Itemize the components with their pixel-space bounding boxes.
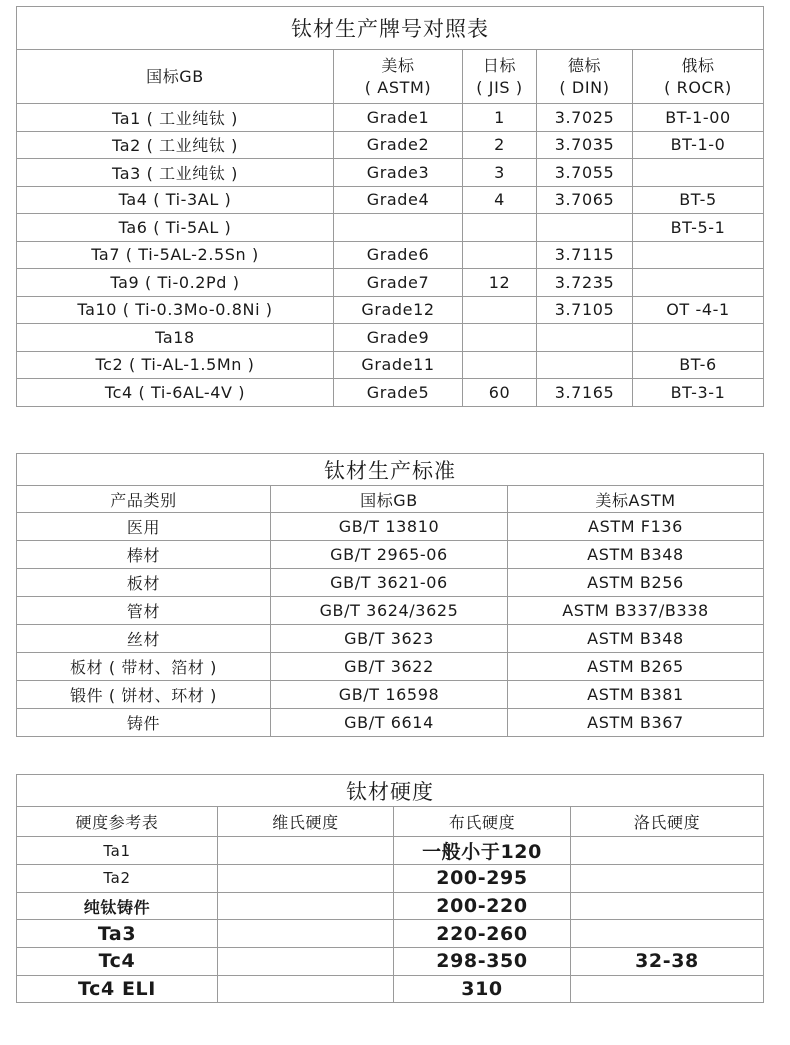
- grade-table-body: [17, 104, 764, 407]
- table-cell: Tc2 ( Ti-AL-1.5Mn ): [17, 351, 334, 379]
- table-cell: Grade5: [334, 379, 463, 407]
- header-brinell: 布氏硬度: [394, 807, 571, 837]
- table-cell: 板材: [17, 569, 271, 597]
- table-cell: 板材 ( 带材、箔材 ): [17, 653, 271, 681]
- table-cell: Ta3 ( 工业纯钛 ): [17, 159, 334, 187]
- table-cell: 3.7025: [537, 104, 633, 132]
- table-cell: ASTM F136: [508, 513, 764, 541]
- table-cell: Grade12: [334, 296, 463, 324]
- table-row: [17, 296, 764, 324]
- table-cell: [218, 892, 394, 920]
- table-cell: Grade2: [334, 131, 463, 159]
- table-cell: [218, 920, 394, 948]
- table-row: [17, 709, 764, 737]
- grade-table-title: 钛材生产牌号对照表: [17, 7, 764, 50]
- table-cell: 200-295: [394, 865, 571, 893]
- table-row: [17, 865, 764, 893]
- table-cell: BT-5-1: [633, 214, 764, 242]
- table-cell: 2: [463, 131, 537, 159]
- table-cell: [633, 159, 764, 187]
- table-cell: [571, 865, 764, 893]
- table-cell: 220-260: [394, 920, 571, 948]
- table-cell: Ta3: [17, 920, 218, 948]
- header-rocr: 俄标 ( ROCR): [633, 50, 764, 104]
- header-gb: 国标GB: [17, 50, 334, 104]
- table-row: [17, 653, 764, 681]
- table-cell: 纯钛铸件: [17, 892, 218, 920]
- table-cell: 60: [463, 379, 537, 407]
- table-row: [17, 541, 764, 569]
- table-cell: GB/T 3624/3625: [271, 597, 508, 625]
- table-cell: [463, 296, 537, 324]
- table-row: [17, 351, 764, 379]
- table-cell: Grade9: [334, 324, 463, 352]
- table-cell: 铸件: [17, 709, 271, 737]
- table-cell: 200-220: [394, 892, 571, 920]
- table-cell: 3.7055: [537, 159, 633, 187]
- table-row: [17, 625, 764, 653]
- table-cell: ASTM B265: [508, 653, 764, 681]
- table-cell: Ta9 ( Ti-0.2Pd ): [17, 269, 334, 297]
- table-row: [17, 920, 764, 948]
- table-cell: ASTM B381: [508, 681, 764, 709]
- table-cell: [537, 351, 633, 379]
- hardness-table: [16, 774, 764, 1003]
- table-cell: [571, 920, 764, 948]
- table-cell: Ta2 ( 工业纯钛 ): [17, 131, 334, 159]
- table-cell: 12: [463, 269, 537, 297]
- table-cell: [633, 324, 764, 352]
- table-cell: Ta4 ( Ti-3AL ): [17, 186, 334, 214]
- table-cell: 1: [463, 104, 537, 132]
- table-cell: Ta18: [17, 324, 334, 352]
- table-cell: [218, 865, 394, 893]
- table-cell: 3.7105: [537, 296, 633, 324]
- table-row: [17, 159, 764, 187]
- table-cell: BT-6: [633, 351, 764, 379]
- header-gb: 国标GB: [271, 486, 508, 513]
- table-cell: 医用: [17, 513, 271, 541]
- table-cell: 298-350: [394, 948, 571, 976]
- table-cell: 丝材: [17, 625, 271, 653]
- table-cell: Ta1 ( 工业纯钛 ): [17, 104, 334, 132]
- table-cell: GB/T 2965-06: [271, 541, 508, 569]
- table-cell: Grade7: [334, 269, 463, 297]
- table-cell: 一般小于120: [394, 837, 571, 865]
- table-row: [17, 975, 764, 1003]
- table-cell: BT-3-1: [633, 379, 764, 407]
- table-cell: 3.7115: [537, 241, 633, 269]
- table-cell: GB/T 13810: [271, 513, 508, 541]
- header-product-category: 产品类别: [17, 486, 271, 513]
- table-row: [17, 241, 764, 269]
- table-row: [17, 681, 764, 709]
- standard-table-title: 钛材生产标准: [17, 454, 764, 486]
- table-row: [17, 569, 764, 597]
- table-cell: 32-38: [571, 948, 764, 976]
- hardness-table-body: [17, 837, 764, 1003]
- table-cell: 3.7065: [537, 186, 633, 214]
- table-cell: GB/T 3622: [271, 653, 508, 681]
- table-cell: [463, 324, 537, 352]
- table-cell: Tc4: [17, 948, 218, 976]
- table-cell: BT-5: [633, 186, 764, 214]
- standard-table-header: [17, 486, 764, 513]
- table-cell: [633, 241, 764, 269]
- table-cell: [463, 214, 537, 242]
- table-cell: Ta6 ( Ti-5AL ): [17, 214, 334, 242]
- table-cell: 棒材: [17, 541, 271, 569]
- table-cell: Grade11: [334, 351, 463, 379]
- header-din: 德标 ( DIN): [537, 50, 633, 104]
- header-astm: 美标ASTM: [508, 486, 764, 513]
- table-cell: 3.7165: [537, 379, 633, 407]
- table-row: [17, 269, 764, 297]
- table-cell: [633, 269, 764, 297]
- table-row: [17, 948, 764, 976]
- table-cell: [463, 351, 537, 379]
- grade-comparison-table: [16, 6, 764, 407]
- table-cell: [334, 214, 463, 242]
- table-row: [17, 186, 764, 214]
- table-cell: 3.7035: [537, 131, 633, 159]
- table-cell: ASTM B337/B338: [508, 597, 764, 625]
- header-astm: 美标 ( ASTM): [334, 50, 463, 104]
- table-cell: 锻件 ( 饼材、环材 ): [17, 681, 271, 709]
- table-row: [17, 379, 764, 407]
- header-vickers: 维氏硬度: [218, 807, 394, 837]
- table-cell: [571, 975, 764, 1003]
- table-cell: [463, 241, 537, 269]
- table-cell: Ta1: [17, 837, 218, 865]
- table-row: [17, 513, 764, 541]
- table-cell: GB/T 3623: [271, 625, 508, 653]
- table-cell: Grade1: [334, 104, 463, 132]
- table-cell: BT-1-00: [633, 104, 764, 132]
- table-cell: ASTM B348: [508, 625, 764, 653]
- table-row: [17, 131, 764, 159]
- table-row: [17, 324, 764, 352]
- table-cell: ASTM B256: [508, 569, 764, 597]
- table-cell: Grade3: [334, 159, 463, 187]
- table-cell: Ta7 ( Ti-5AL-2.5Sn ): [17, 241, 334, 269]
- table-cell: 4: [463, 186, 537, 214]
- table-cell: GB/T 6614: [271, 709, 508, 737]
- table-cell: [218, 975, 394, 1003]
- table-cell: BT-1-0: [633, 131, 764, 159]
- table-cell: GB/T 3621-06: [271, 569, 508, 597]
- table-row: [17, 597, 764, 625]
- table-cell: 3: [463, 159, 537, 187]
- header-reference: 硬度参考表: [17, 807, 218, 837]
- table-cell: 管材: [17, 597, 271, 625]
- table-cell: ASTM B367: [508, 709, 764, 737]
- header-jis: 日标 ( JIS ): [463, 50, 537, 104]
- table-cell: [571, 837, 764, 865]
- table-cell: ASTM B348: [508, 541, 764, 569]
- table-row: [17, 837, 764, 865]
- table-cell: Ta10 ( Ti-0.3Mo-0.8Ni ): [17, 296, 334, 324]
- table-cell: Tc4 ELI: [17, 975, 218, 1003]
- table-cell: Grade6: [334, 241, 463, 269]
- table-cell: Grade4: [334, 186, 463, 214]
- table-cell: 3.7235: [537, 269, 633, 297]
- table-cell: Ta2: [17, 865, 218, 893]
- hardness-table-title: 钛材硬度: [17, 775, 764, 807]
- table-row: [17, 892, 764, 920]
- table-cell: Tc4 ( Ti-6AL-4V ): [17, 379, 334, 407]
- table-cell: OT -4-1: [633, 296, 764, 324]
- table-row: [17, 104, 764, 132]
- table-cell: [571, 892, 764, 920]
- table-cell: 310: [394, 975, 571, 1003]
- production-standard-table: [16, 453, 764, 737]
- table-cell: GB/T 16598: [271, 681, 508, 709]
- table-cell: [537, 214, 633, 242]
- table-cell: [537, 324, 633, 352]
- standard-table-body: [17, 513, 764, 737]
- grade-table-header: [17, 50, 764, 104]
- hardness-table-header: [17, 807, 764, 837]
- table-row: [17, 214, 764, 242]
- table-cell: [218, 837, 394, 865]
- table-cell: [218, 948, 394, 976]
- header-rockwell: 洛氏硬度: [571, 807, 764, 837]
